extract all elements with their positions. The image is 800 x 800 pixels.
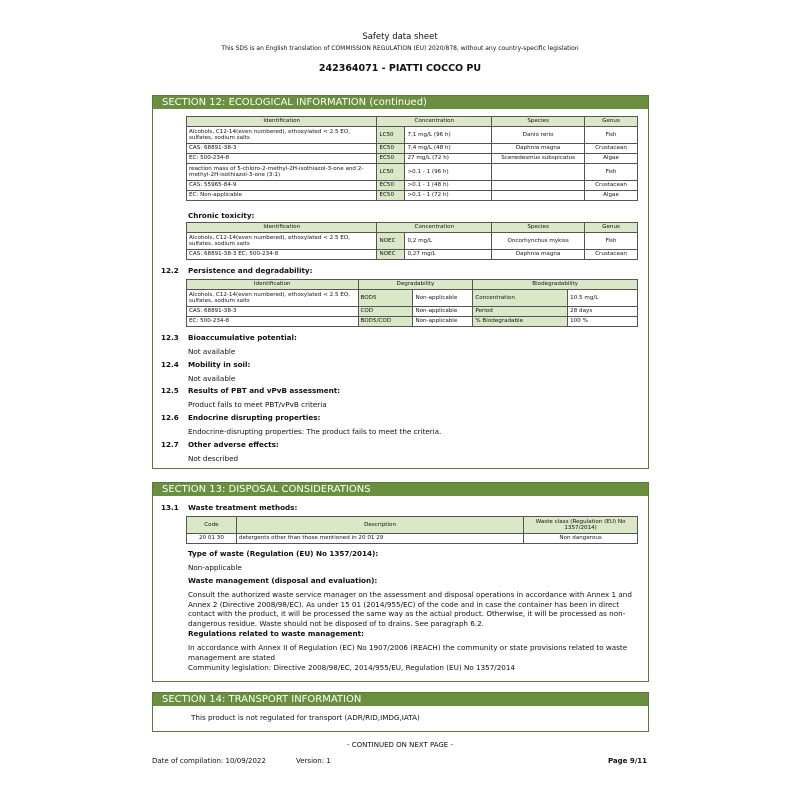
cell: EC50 <box>377 144 405 154</box>
header-cell: Code <box>187 517 237 534</box>
cell: Concentration <box>473 290 568 307</box>
cell: 27 mg/L (72 h) <box>405 154 492 164</box>
cell: CAS: 68891-38-3 <box>187 307 359 317</box>
compilation-date: Date of compilation: 10/09/2022 <box>152 757 266 765</box>
cell: Daphnia magna <box>492 250 585 260</box>
subsection-number: 13.1 <box>161 503 179 512</box>
cell: >0.1 - 1 (48 h) <box>405 181 492 191</box>
table-row <box>187 317 638 327</box>
cell: EC50 <box>377 181 405 191</box>
subsection-number: 12.2 <box>161 266 179 275</box>
page-number: Page 9/11 <box>607 757 647 765</box>
cell: Algae <box>585 154 638 164</box>
header-cell: Concentration <box>377 117 492 127</box>
header-cell: Identification <box>187 223 377 233</box>
header-cell: Waste class (Regulation (EU) No 1357/2014) <box>524 517 638 534</box>
header-cell: Species <box>492 223 585 233</box>
cell: BOD5/COD <box>358 317 413 327</box>
cell: >0.1 - 1 (72 h) <box>405 191 492 201</box>
cell: EC: 500-234-8 <box>187 317 359 327</box>
cell: Non-applicable <box>413 307 473 317</box>
cell: NOEC <box>377 233 405 250</box>
section-14 <box>152 692 649 732</box>
header-cell: Identification <box>187 117 377 127</box>
section-12-title: SECTION 12: ECOLOGICAL INFORMATION (continued) <box>153 96 648 109</box>
cell: Fish <box>585 164 638 181</box>
cell: Scenedesmus subspicatus <box>492 154 585 164</box>
cell: 7,1 mg/L (96 h) <box>405 127 492 144</box>
cell: 0,2 mg/L <box>405 233 492 250</box>
cell: 0,27 mg/L <box>405 250 492 260</box>
type-of-waste-text: Non-applicable <box>188 563 242 572</box>
table-row <box>187 250 638 260</box>
header-cell: Genus <box>585 117 638 127</box>
version: Version: 1 <box>296 757 331 765</box>
table-row <box>187 164 638 181</box>
cell: detergents other than those mentioned in 20 01 29 <box>236 534 523 544</box>
cell: EC50 <box>377 154 405 164</box>
header-cell: Description <box>236 517 523 534</box>
cell: Fish <box>585 127 638 144</box>
cell: 20 01 30 <box>187 534 237 544</box>
table-row <box>187 127 638 144</box>
subsection-text: Not available <box>188 374 236 383</box>
table-header <box>187 280 638 290</box>
cell: EC: Non-applicable <box>187 191 377 201</box>
continued-notice: - CONTINUED ON NEXT PAGE - <box>347 741 453 749</box>
header-cell: Genus <box>585 223 638 233</box>
subsection-number: 12.5 <box>161 386 179 395</box>
waste-management-label: Waste management (disposal and evaluation): <box>188 576 378 585</box>
table-header <box>187 517 638 534</box>
regulations-label: Regulations related to waste management: <box>188 629 364 638</box>
cell: Non dangerous <box>524 534 638 544</box>
table-header <box>187 223 638 233</box>
subsection-text: Endocrine-disrupting properties: The product fails to meet the criteria. <box>188 427 442 436</box>
cell: LC50 <box>377 127 405 144</box>
subsection-number: 12.7 <box>161 440 179 449</box>
subsection-label: Other adverse effects: <box>188 440 279 449</box>
cell: CAS: 68891-38-3 <box>187 144 377 154</box>
chronic-toxicity-table <box>186 222 638 260</box>
cell: 10.5 mg/L <box>568 290 638 307</box>
cell: EC50 <box>377 191 405 201</box>
chronic-toxicity-label: Chronic toxicity: <box>188 211 255 220</box>
subsection-text: Not described <box>188 454 239 463</box>
cell: Alcohols, C12-14(even numbered), ethoxylated < 2.5 EO, sulfates, sodium salts <box>187 290 359 307</box>
cell: 100 % <box>568 317 638 327</box>
subsection-label: Results of PBT and vPvB assessment: <box>188 386 341 395</box>
subsection-label: Mobility in soil: <box>188 360 251 369</box>
header-cell: Species <box>492 117 585 127</box>
cell <box>492 164 585 181</box>
subsection-number: 12.4 <box>161 360 179 369</box>
cell: reaction mass of 5-chloro-2-methyl-2H-isothiazol-3-one and 2-methyl-2H-isothiazol-3-one (3:1) <box>187 164 377 181</box>
section-14-title: SECTION 14: TRANSPORT INFORMATION <box>153 693 648 706</box>
cell: Crustacean <box>585 181 638 191</box>
table-row <box>187 233 638 250</box>
cell: Crustacean <box>585 250 638 260</box>
persistence-label: Persistence and degradability: <box>188 266 313 275</box>
cell: >0.1 - 1 (96 h) <box>405 164 492 181</box>
acute-toxicity-table <box>186 116 638 201</box>
cell: Non-applicable <box>413 290 473 307</box>
product-name: 242364071 - PIATTI COCCO PU <box>318 63 482 74</box>
header-cell: Identification <box>187 280 359 290</box>
header-cell: Degradability <box>358 280 473 290</box>
cell: BOD5 <box>358 290 413 307</box>
community-legislation-text: Community legislation: Directive 2008/98/EC, 2014/955/EU, Regulation (EU) No 1357/2014 <box>188 663 516 672</box>
cell: 7,4 mg/L (48 h) <box>405 144 492 154</box>
table-row <box>187 181 638 191</box>
subsection-label: Bioaccumulative potential: <box>188 333 297 342</box>
cell: % Biodegradable <box>473 317 568 327</box>
cell <box>492 191 585 201</box>
cell: 28 days <box>568 307 638 317</box>
subsection-number: 12.6 <box>161 413 179 422</box>
table-row <box>187 534 638 544</box>
cell: Period <box>473 307 568 317</box>
header-cell: Biodegradability <box>473 280 638 290</box>
section-13-title: SECTION 13: DISPOSAL CONSIDERATIONS <box>153 483 648 496</box>
cell: Alcohols, C12-14(even numbered), ethoxylated < 2.5 EO, sulfates, sodium salts <box>187 127 377 144</box>
cell: Fish <box>585 233 638 250</box>
cell: Alcohols, C12-14(even numbered), ethoxylated < 2.5 EO, sulfates, sodium salts <box>187 233 377 250</box>
table-row <box>187 154 638 164</box>
cell <box>492 181 585 191</box>
transport-text: This product is not regulated for transport (ADR/RID,IMDG,IATA) <box>191 713 420 722</box>
cell: Danio rerio <box>492 127 585 144</box>
subsection-label: Endocrine disrupting properties: <box>188 413 321 422</box>
cell: CAS: 55965-84-9 <box>187 181 377 191</box>
subsection-text: Product fails to meet PBT/vPvB criteria <box>188 400 327 409</box>
table-row <box>187 144 638 154</box>
cell: Algae <box>585 191 638 201</box>
cell: Crustacean <box>585 144 638 154</box>
table-header <box>187 117 638 127</box>
regulations-text: In accordance with Annex II of Regulation (EC) No 1907/2006 (REACH) the community or state provisions related to waste management are stated <box>188 643 628 662</box>
table-row <box>187 290 638 307</box>
type-of-waste-label: Type of waste (Regulation (EU) No 1357/2014): <box>188 549 379 558</box>
waste-code-table <box>186 516 638 544</box>
header-cell: Concentration <box>377 223 492 233</box>
cell: NOEC <box>377 250 405 260</box>
subsection-text: Not available <box>188 347 236 356</box>
cell: CAS: 68891-38-3 EC: 500-234-8 <box>187 250 377 260</box>
cell: Oncorhynchus mykiss <box>492 233 585 250</box>
document-subtitle: This SDS is an English translation of COMMISSION REGULATION (EU) 2020/878, without any country-specific legislation <box>221 45 579 52</box>
cell: COD <box>358 307 413 317</box>
cell: Non-applicable <box>413 317 473 327</box>
table-row <box>187 307 638 317</box>
table-row <box>187 191 638 201</box>
cell: EC: 500-234-8 <box>187 154 377 164</box>
cell: Daphnia magna <box>492 144 585 154</box>
subsection-number: 12.3 <box>161 333 179 342</box>
waste-treatment-label: Waste treatment methods: <box>188 503 298 512</box>
cell: LC50 <box>377 164 405 181</box>
document-title: Safety data sheet <box>362 32 438 42</box>
persistence-table <box>186 279 638 327</box>
waste-management-text: Consult the authorized waste service manager on the assessment and disposal operations in accordance with Annex 1 and Annex 2 (Directive 2008/98/EC). As under 15 01 (2014/955/EC) of the code and in case the container has been in direct contact with the product, it will be processed the same way as the actual product. Otherwise, it will be processed as non-dangerous residue. Waste should not be disposed of to drains. See paragraph 6.2. <box>188 590 632 628</box>
